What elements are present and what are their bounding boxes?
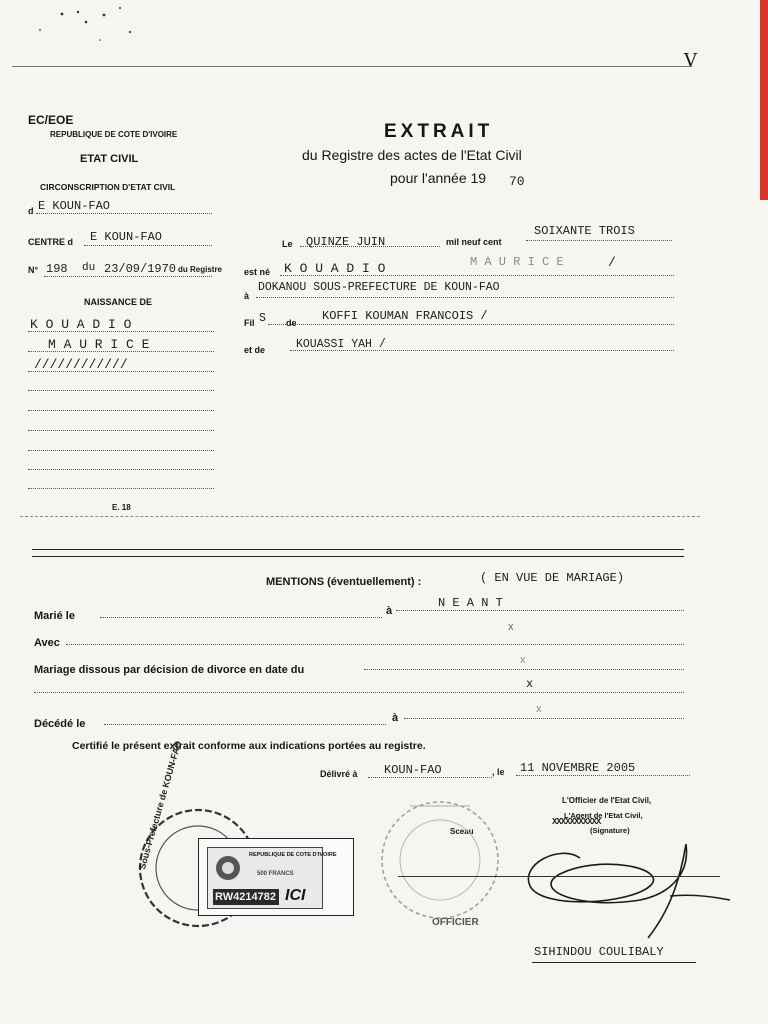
blank-line — [28, 390, 214, 391]
decede-place-line — [404, 718, 684, 719]
date-value: 23/09/1970 — [104, 262, 177, 276]
stamp-republic: REPUBLIQUE DE COTE D'IVOIRE — [249, 852, 337, 858]
naissance-label: NAISSANCE DE — [84, 297, 153, 307]
signature-label: (Signature) — [590, 826, 630, 835]
officer-name: SIHINDOU COULIBALY — [534, 945, 664, 959]
circ-line — [36, 213, 212, 214]
father-name: KOFFI KOUMAN FRANCOIS / — [322, 309, 488, 323]
dissous-line — [364, 669, 684, 670]
year-line — [526, 240, 672, 241]
father-line — [268, 324, 674, 325]
delivre-date-line — [516, 775, 690, 776]
place-line — [256, 297, 674, 298]
decede-a-label: à — [392, 712, 399, 724]
name-line-2-rule — [28, 351, 214, 352]
num-value: 198 — [46, 262, 68, 276]
mentions-note: ( EN VUE DE MARIAGE) — [480, 571, 625, 585]
handwritten-signature — [520, 834, 740, 944]
mentions-title: MENTIONS (éventuellement) : — [266, 576, 422, 588]
official-seal — [380, 786, 510, 936]
delivre-date: 11 NOVEMBRE 2005 — [520, 761, 636, 775]
section-divider — [20, 516, 700, 517]
form-code: E. 18 — [112, 503, 131, 512]
birth-day: QUINZE JUIN — [306, 235, 386, 249]
top-rule — [12, 66, 692, 67]
a-label: à — [244, 291, 250, 301]
agent-label: L'Agent de l'Etat Civil, — [564, 811, 643, 820]
fiscal-stamp — [198, 838, 354, 916]
strike-text: XXXXXXXXXXX — [552, 817, 601, 827]
stamp-brand: ICI — [285, 887, 306, 904]
mil-label: mil neuf cent — [446, 237, 502, 247]
seal-text: OFFICIER — [432, 917, 479, 928]
signature-rule — [398, 876, 720, 877]
circ-label: CIRCONSCRIPTION D'ETAT CIVIL — [40, 182, 176, 192]
blank-line — [28, 410, 214, 411]
centre-label: CENTRE d — [28, 237, 73, 247]
name-line-1-rule — [28, 331, 214, 332]
de-label: de — [286, 318, 297, 328]
num-line — [44, 276, 212, 277]
marie-a-label: à — [386, 605, 393, 617]
birth-place: DOKANOU SOUS-PREFECTURE DE KOUN-FAO — [258, 281, 500, 294]
delivre-place: KOUN-FAO — [384, 763, 442, 777]
stamp-value: 500 FRANCS — [257, 871, 294, 877]
mother-name: KOUASSI YAH / — [296, 338, 386, 351]
le-label: Le — [282, 239, 293, 249]
marie-place-line — [396, 610, 684, 611]
slashes: //////////// — [34, 357, 128, 372]
name-slash: / — [608, 255, 616, 270]
sceau-label: Sceau — [450, 827, 474, 836]
circ-value: E KOUN-FAO — [38, 199, 111, 213]
double-rule-top — [32, 549, 684, 550]
circ-prefix: d — [28, 206, 34, 216]
name-line-2: M A U R I C E — [48, 337, 150, 352]
stamp-serial: RW4214782 — [215, 891, 276, 903]
num-label: N° — [28, 265, 39, 275]
name-line — [280, 275, 674, 276]
delivre-label: Délivré à — [320, 769, 358, 779]
x-mark: x — [520, 654, 526, 666]
blank-line — [28, 371, 214, 372]
double-rule-bottom — [32, 556, 684, 557]
blank-line — [28, 488, 214, 489]
emblem-icon — [213, 853, 243, 883]
mother-line — [290, 350, 674, 351]
delivre-le-label: , le — [492, 767, 505, 777]
certifie-text: Certifié le présent extrait conforme aux indications portées au registre. — [72, 740, 426, 752]
officer-label: L'Officier de l'Etat Civil, — [562, 796, 652, 805]
x-mark: x — [508, 621, 514, 633]
scribble-marks — [0, 0, 768, 90]
dissous-label: Mariage dissous par décision de divorce en date du — [34, 664, 305, 676]
ne-label: est né — [244, 267, 271, 277]
surname: K O U A D I O — [284, 261, 386, 276]
avec-line — [66, 644, 684, 645]
stamp-ring-text: Sous-Prefecture de KOUN-FAO — [137, 739, 184, 871]
blank-line — [28, 450, 214, 451]
year-words: SOIXANTE TROIS — [534, 224, 635, 238]
subtitle-line-2: pour l'année 19 — [390, 170, 487, 186]
blank-line — [28, 469, 214, 470]
du-label: du — [82, 262, 96, 274]
et-de-label: et de — [244, 345, 266, 355]
code-label: EC/EOE — [28, 113, 74, 127]
dissous-line-2 — [34, 692, 684, 693]
marie-place: N E A N T — [438, 596, 503, 610]
corner-mark: V — [684, 50, 697, 71]
centre-value: E KOUN-FAO — [90, 230, 163, 244]
centre-line — [84, 245, 212, 246]
fils-suffix: S — [259, 312, 266, 325]
x-mark: x — [526, 677, 534, 691]
delivre-place-line — [368, 777, 492, 778]
blank-line — [28, 430, 214, 431]
marie-label: Marié le — [34, 610, 75, 622]
fils-label: Fil — [244, 318, 255, 328]
firstname: M A U R I C E — [470, 255, 564, 269]
decede-label: Décédé le — [34, 718, 86, 730]
etat-civil-label: ETAT CIVIL — [80, 153, 139, 165]
registre-label: du Registre — [178, 265, 223, 274]
marie-date-line — [100, 617, 382, 618]
subtitle-line-1: du Registre des actes de l'Etat Civil — [302, 147, 522, 163]
document-title: EXTRAIT — [384, 121, 494, 142]
republic-label: REPUBLIQUE DE COTE D'IVOIRE — [50, 130, 178, 139]
decede-date-line — [104, 724, 386, 725]
day-line — [300, 246, 440, 247]
year-suffix: 70 — [509, 174, 525, 189]
avec-label: Avec — [34, 637, 60, 649]
officer-name-underline — [532, 962, 696, 963]
x-mark: x — [536, 703, 542, 715]
name-line-1: K O U A D I O — [30, 317, 132, 332]
